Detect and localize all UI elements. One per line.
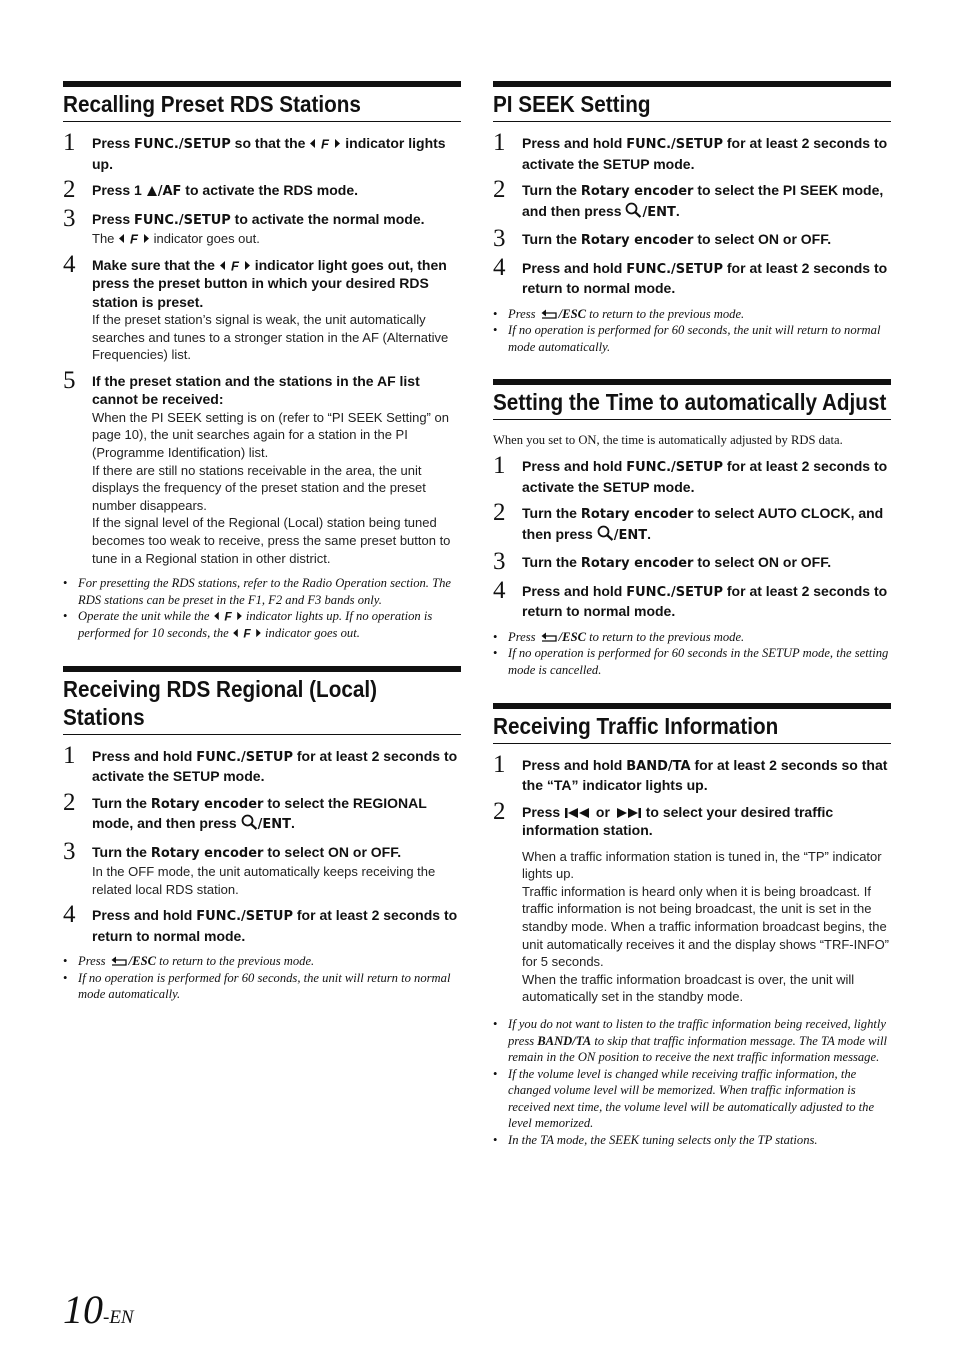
- step-instruction: [92, 906, 461, 945]
- step-description: When the PI SEEK setting is on (refer to “PI SEEK Setting” on page 10), the unit searches again for a station in the PI (Programme Identification) list.: [92, 409, 449, 461]
- section-title: Recalling Preset RDS Stations: [63, 91, 361, 117]
- svg-text:F: F: [224, 610, 232, 623]
- section-pi-seek: [493, 81, 891, 355]
- text: indicator goes out.: [261, 626, 360, 640]
- notes-list: [63, 953, 461, 1003]
- text: Press: [92, 210, 135, 227]
- text: indicator light goes out, then press the preset button in which your desired RDS station is preset.: [92, 256, 447, 310]
- step-number: 1: [63, 741, 76, 769]
- section-header: [493, 81, 891, 122]
- text: Press and hold: [522, 259, 627, 276]
- section-header: [63, 81, 461, 122]
- af-indicator-icon: [232, 627, 262, 639]
- band-ta-key: BAND/TA: [537, 1033, 592, 1048]
- af-indicator-icon: [309, 137, 341, 150]
- band-ta-key: BAND/TA: [626, 758, 691, 774]
- text: Make sure that the: [92, 256, 219, 273]
- svg-text:F: F: [321, 137, 330, 150]
- step-description: If the signal level of the Regional (Local) station being tuned becomes too weak to receive, press the same preset button to tune in a Regional station in other district.: [92, 515, 451, 566]
- step-instruction: [522, 504, 891, 545]
- step: [493, 750, 891, 795]
- step-instruction: [92, 843, 461, 864]
- step: [63, 837, 461, 899]
- search-icon: [241, 814, 258, 830]
- step-instruction: [522, 553, 891, 574]
- step: [63, 741, 461, 786]
- func-setup-key: FUNC./SETUP: [626, 137, 723, 152]
- text: to skip that traffic information message. The TA mode will remain in the ON position to receive the next traffic information message.: [508, 1033, 888, 1065]
- note: • In the TA mode, the SEEK tuning selects only the TP stations.: [493, 1132, 891, 1149]
- step-number: 1: [493, 452, 506, 480]
- step-instruction: [522, 181, 891, 222]
- step: [493, 576, 891, 621]
- text: to return to the previous mode.: [585, 306, 745, 321]
- step-description: Traffic information is heard only when it is being broadcast. If traffic information is not being broadcast, the unit is set in the standby mode. When a traffic information broadcast begins, the unit automatically receives it and the display shows “TRF-INFO” for 5 seconds.: [522, 883, 890, 970]
- text: Press: [508, 629, 539, 644]
- step-description: [92, 230, 461, 248]
- step-description: When a traffic information station is tuned in, the “TP” indicator lights up.: [522, 848, 882, 882]
- rotary-encoder-key: Rotary encoder: [150, 796, 264, 812]
- step-number: 4: [63, 901, 76, 929]
- text: indicator lights up. If no operation is performed for 10 seconds, the: [78, 609, 433, 640]
- step: [493, 225, 891, 252]
- text: Press: [522, 803, 565, 820]
- text: Turn the: [522, 505, 581, 522]
- step: [493, 499, 891, 545]
- step-number: 4: [63, 250, 76, 278]
- text: Press: [508, 306, 539, 321]
- text: for at least 2 seconds to return to normal mode.: [92, 907, 458, 944]
- return-arrow-icon: [109, 955, 129, 967]
- step-instruction: [522, 259, 891, 298]
- step-number: 2: [63, 176, 76, 203]
- text: Press and hold: [522, 458, 627, 475]
- rotary-encoder-key: Rotary encoder: [580, 184, 694, 199]
- text: to select the REGIONAL mode, and then press: [92, 794, 427, 832]
- text: Press: [78, 954, 109, 969]
- notes-list: [63, 575, 461, 641]
- func-setup-key: FUNC./SETUP: [626, 460, 723, 476]
- step-number: 2: [493, 797, 506, 825]
- ent-key: /ENT: [642, 204, 676, 220]
- step-description: If the preset station’s signal is weak, the unit automatically searches and tunes to a stronger station in the AF (Alternative Frequencies) list.: [92, 312, 449, 363]
- return-arrow-icon: [539, 308, 559, 320]
- text: If you do not want to listen to the traffic information being received, lightly press: [508, 1016, 886, 1048]
- text: to select ON or OFF.: [693, 554, 832, 571]
- svg-text:F: F: [230, 258, 239, 272]
- note: [63, 953, 461, 970]
- step: [63, 250, 461, 364]
- step-number: 4: [493, 576, 506, 604]
- rotary-encoder-key: Rotary encoder: [580, 233, 694, 248]
- note: [63, 608, 461, 641]
- skip-forward-icon: [614, 807, 642, 819]
- step-number: 3: [493, 548, 506, 576]
- step: [63, 204, 461, 248]
- step-number: 3: [63, 204, 76, 232]
- section-title: Receiving Traffic Information: [493, 712, 779, 739]
- section-intro: When you set to ON, the time is automatically adjusted by RDS data.: [493, 433, 843, 448]
- step: [63, 901, 461, 945]
- step-instruction: [522, 803, 891, 840]
- text: to select ON or OFF.: [263, 843, 402, 860]
- text: .: [647, 525, 651, 542]
- esc-key: /ESC: [128, 954, 156, 969]
- note: • If no operation is performed for 60 seconds in the SETUP mode, the setting mode is cancelled.: [493, 645, 891, 678]
- text: or: [592, 803, 614, 820]
- func-setup-key: FUNC./SETUP: [134, 212, 231, 228]
- step-instruction: [92, 794, 461, 835]
- step-instruction: [92, 134, 461, 173]
- up-triangle-icon: [146, 185, 158, 197]
- step-number: 2: [493, 499, 506, 527]
- step-number: 2: [63, 788, 76, 816]
- func-setup-key: FUNC./SETUP: [626, 261, 723, 277]
- text: Press 1: [92, 182, 146, 198]
- step: [493, 176, 891, 222]
- text: Press and hold: [92, 747, 197, 764]
- notes-list: [493, 629, 891, 679]
- section-title: Setting the Time to automatically Adjust: [493, 389, 887, 416]
- step-instruction: [522, 457, 891, 496]
- step: [63, 366, 461, 567]
- step-instruction: [522, 582, 891, 621]
- text: for at least 2 seconds to activate the SETUP mode.: [522, 458, 888, 495]
- step-description: In the OFF mode, the unit automatically keeps receiving the related local RDS station.: [92, 864, 436, 897]
- step: [493, 797, 891, 1006]
- note: [493, 629, 891, 646]
- text: to activate the RDS mode.: [181, 182, 359, 198]
- skip-back-icon: [564, 807, 592, 819]
- return-arrow-icon: [539, 631, 559, 643]
- text: The: [92, 231, 119, 246]
- step: [493, 129, 891, 173]
- step-instruction: If the preset station and the stations in the AF list cannot be received:: [92, 372, 420, 408]
- text: Turn the: [92, 794, 151, 811]
- right-column: [493, 81, 891, 1173]
- text: for at least 2 seconds to activate the SETUP mode.: [522, 135, 888, 172]
- section-title: PI SEEK Setting: [493, 91, 651, 117]
- step: [493, 452, 891, 496]
- page-number-value: 10: [63, 1287, 103, 1332]
- func-setup-key: FUNC./SETUP: [196, 909, 293, 925]
- text: Press and hold: [92, 907, 197, 924]
- step: [493, 253, 891, 298]
- text: to select your desired traffic information station.: [522, 803, 834, 839]
- text: indicator lights up.: [92, 135, 446, 172]
- section-header: [63, 666, 461, 735]
- notes-list: [493, 1016, 891, 1149]
- text: Press and hold: [522, 756, 627, 773]
- text: to select AUTO CLOCK, and then press: [522, 505, 884, 542]
- af-key: /AF: [157, 184, 182, 199]
- text: Turn the: [92, 843, 151, 860]
- left-column: [63, 81, 461, 1027]
- func-setup-key: FUNC./SETUP: [134, 137, 231, 152]
- step-instruction: [522, 134, 891, 173]
- text: to select the PI SEEK mode, and then press: [522, 182, 884, 219]
- step-number: 3: [493, 225, 506, 252]
- step-number: 5: [63, 366, 76, 394]
- ent-key: /ENT: [613, 527, 648, 543]
- note: [493, 1016, 891, 1066]
- ent-key: /ENT: [257, 817, 291, 833]
- text: indicator goes out.: [150, 231, 260, 246]
- step-number: 1: [493, 750, 506, 778]
- note: • For presetting the RDS stations, refer to the Radio Operation section. The RDS stations can be preset in the F1, F2 and F3 bands only.: [63, 575, 461, 608]
- esc-key: /ESC: [558, 629, 586, 644]
- rotary-encoder-key: Rotary encoder: [580, 507, 694, 523]
- text: to activate the normal mode.: [230, 210, 425, 227]
- rotary-encoder-key: Rotary encoder: [580, 556, 694, 572]
- step: [63, 788, 461, 835]
- func-setup-key: FUNC./SETUP: [196, 749, 293, 765]
- af-indicator-icon: [213, 610, 243, 622]
- section-title: Receiving RDS Regional (Local) Stations: [63, 675, 378, 730]
- note: • If no operation is performed for 60 seconds, the unit will return to normal mode automatically.: [63, 970, 461, 1003]
- text: .: [675, 202, 680, 219]
- step: [493, 548, 891, 576]
- text: Press and hold: [522, 582, 627, 599]
- svg-text:F: F: [243, 627, 251, 639]
- step-description: When the traffic information broadcast is over, the unit will automatically set in the standby mode.: [522, 971, 855, 1005]
- text: for at least 2 seconds to return to normal mode.: [522, 259, 888, 296]
- note: • If no operation is performed for 60 seconds, the unit will return to normal mode automatically.: [493, 322, 891, 355]
- step-number: 1: [493, 129, 506, 156]
- text: Operate the unit while the: [78, 609, 213, 624]
- step-number: 2: [493, 176, 506, 203]
- section-recalling-preset: [63, 81, 461, 642]
- section-header: [493, 703, 891, 744]
- text: for at least 2 seconds so that the “TA” indicator lights up.: [522, 756, 888, 794]
- page-number-suffix: -EN: [103, 1307, 134, 1328]
- section-header: [493, 379, 891, 420]
- step-number: 4: [493, 253, 506, 281]
- af-indicator-icon: [219, 259, 251, 272]
- step: [63, 176, 461, 203]
- notes-list: [493, 306, 891, 356]
- note: [493, 306, 891, 323]
- step-instruction: [92, 256, 461, 312]
- step: [63, 129, 461, 173]
- svg-text:F: F: [130, 232, 138, 245]
- step-instruction: [522, 230, 891, 251]
- text: to return to the previous mode.: [585, 629, 745, 644]
- text: Press and hold: [522, 135, 627, 151]
- step-description: If there are still no stations receivable in the area, the unit displays the frequency of the preset station and the preset number disappears.: [92, 462, 426, 513]
- step-number: 1: [63, 129, 76, 156]
- text: to select ON or OFF.: [693, 231, 832, 247]
- search-icon: [625, 202, 642, 218]
- text: for at least 2 seconds to activate the SETUP mode.: [92, 747, 458, 785]
- step-instruction: [92, 747, 461, 786]
- af-indicator-icon: [118, 232, 150, 245]
- section-regional-stations: [63, 666, 461, 1003]
- text: for at least 2 seconds to return to normal mode.: [522, 582, 888, 620]
- step-number: 3: [63, 837, 76, 865]
- section-auto-clock: [493, 379, 891, 678]
- step-instruction: [92, 210, 461, 231]
- text: Press: [92, 135, 135, 151]
- page-number: [63, 1288, 134, 1340]
- text: Turn the: [522, 182, 581, 198]
- step-instruction: [522, 756, 891, 795]
- text: to return to the previous mode.: [155, 954, 315, 969]
- esc-key: /ESC: [558, 306, 586, 321]
- text: Turn the: [522, 554, 581, 571]
- step-instruction: [92, 181, 461, 202]
- text: Turn the: [522, 231, 581, 247]
- section-traffic-info: [493, 703, 891, 1149]
- search-icon: [597, 525, 614, 541]
- note: • If the volume level is changed while receiving traffic information, the changed volume level will be memorized. When traffic information is received next time, the volume level will be automatically adjusted to the level memorized.: [493, 1066, 891, 1132]
- func-setup-key: FUNC./SETUP: [626, 584, 723, 600]
- text: so that the: [230, 135, 310, 151]
- rotary-encoder-key: Rotary encoder: [150, 845, 264, 861]
- text: .: [290, 815, 295, 832]
